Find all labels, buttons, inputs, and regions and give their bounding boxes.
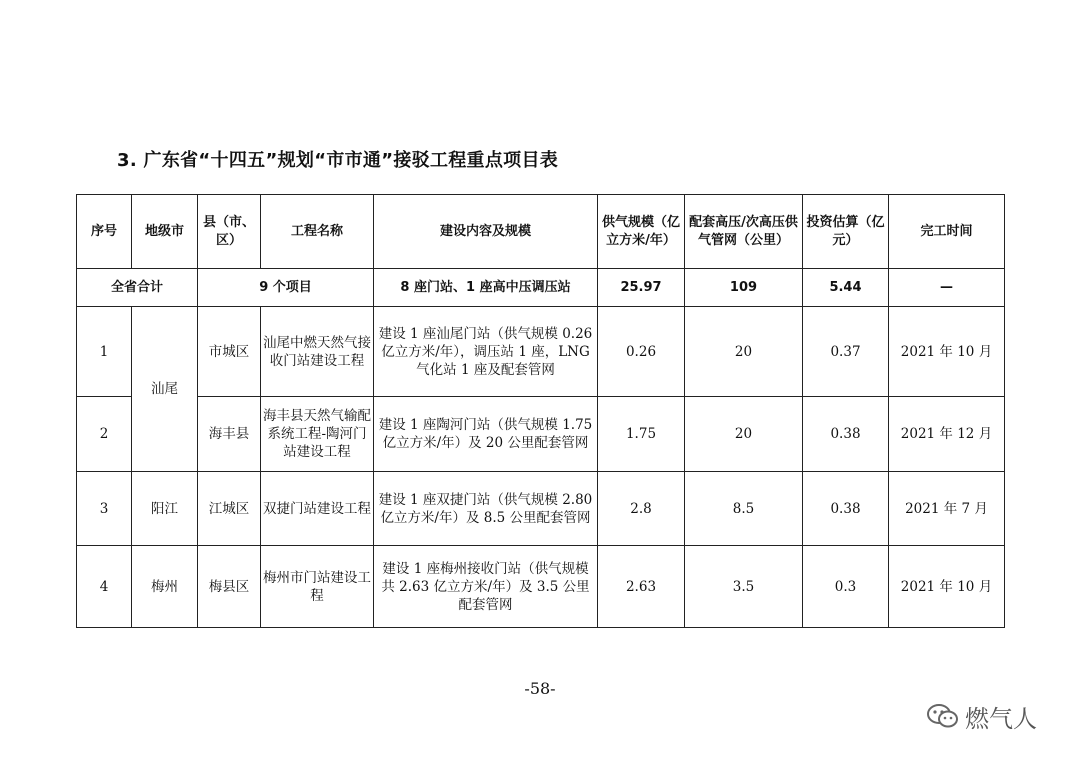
row-content: 建设 1 座双捷门站（供气规模 2.80 亿立方米/年）及 8.5 公里配套管网 [374,472,598,546]
row-supply: 1.75 [598,397,685,472]
row-no: 1 [77,307,132,397]
header-county: 县（市、区） [198,195,261,269]
total-invest: 5.44 [803,269,889,307]
header-city: 地级市 [132,195,198,269]
row-pipe: 20 [685,397,803,472]
table-row [77,546,1005,628]
total-label: 全省合计 [77,269,198,307]
row-invest: 0.38 [803,397,889,472]
row-content: 建设 1 座汕尾门站（供气规模 0.26 亿立方米/年），调压站 1 座，LNG 气化站 1 座及配套管网 [374,307,598,397]
header-pipe: 配套高压/次高压供气管网（公里） [685,195,803,269]
row-no: 2 [77,397,132,472]
row-finish: 2021 年 12 月 [889,397,1005,472]
row-supply: 2.63 [598,546,685,628]
row-invest: 0.38 [803,472,889,546]
row-project: 梅州市门站建设工程 [261,546,374,628]
total-row [77,269,1005,307]
row-county: 海丰县 [198,397,261,472]
watermark-text: 燃气人 [965,704,1037,733]
total-finish: — [889,269,1005,307]
row-project: 汕尾中燃天然气接收门站建设工程 [261,307,374,397]
header-project: 工程名称 [261,195,374,269]
row-supply: 2.8 [598,472,685,546]
row-content: 建设 1 座陶河门站（供气规模 1.75 亿立方米/年）及 20 公里配套管网 [374,397,598,472]
header-no: 序号 [77,195,132,269]
total-supply: 25.97 [598,269,685,307]
row-city: 梅州 [132,546,198,628]
table-row [77,307,1005,397]
row-no: 4 [77,546,132,628]
watermark [925,698,1037,734]
header-content: 建设内容及规模 [374,195,598,269]
row-pipe: 20 [685,307,803,397]
total-projects: 9 个项目 [198,269,374,307]
row-invest: 0.3 [803,546,889,628]
row-city: 汕尾 [132,307,198,472]
row-project: 双捷门站建设工程 [261,472,374,546]
row-city: 阳江 [132,472,198,546]
projects-table [76,194,1005,628]
row-county: 市城区 [198,307,261,397]
page-number: -58- [524,679,556,698]
row-invest: 0.37 [803,307,889,397]
row-supply: 0.26 [598,307,685,397]
row-no: 3 [77,472,132,546]
row-finish: 2021 年 10 月 [889,307,1005,397]
header-supply: 供气规模（亿立方米/年） [598,195,685,269]
row-finish: 2021 年 7 月 [889,472,1005,546]
wechat-icon [925,701,961,731]
total-pipe: 109 [685,269,803,307]
table-row [77,397,1005,472]
total-content: 8 座门站、1 座高中压调压站 [374,269,598,307]
row-pipe: 3.5 [685,546,803,628]
row-county: 梅县区 [198,546,261,628]
row-content: 建设 1 座梅州接收门站（供气规模共 2.63 亿立方米/年）及 3.5 公里配套管网 [374,546,598,628]
header-row [77,195,1005,269]
row-county: 江城区 [198,472,261,546]
row-pipe: 8.5 [685,472,803,546]
page-title: 3. 广东省“十四五”规划“市市通”接驳工程重点项目表 [117,150,559,171]
row-finish: 2021 年 10 月 [889,546,1005,628]
header-finish: 完工时间 [889,195,1005,269]
row-project: 海丰县天然气输配系统工程-陶河门站建设工程 [261,397,374,472]
header-invest: 投资估算（亿元） [803,195,889,269]
table-row [77,472,1005,546]
